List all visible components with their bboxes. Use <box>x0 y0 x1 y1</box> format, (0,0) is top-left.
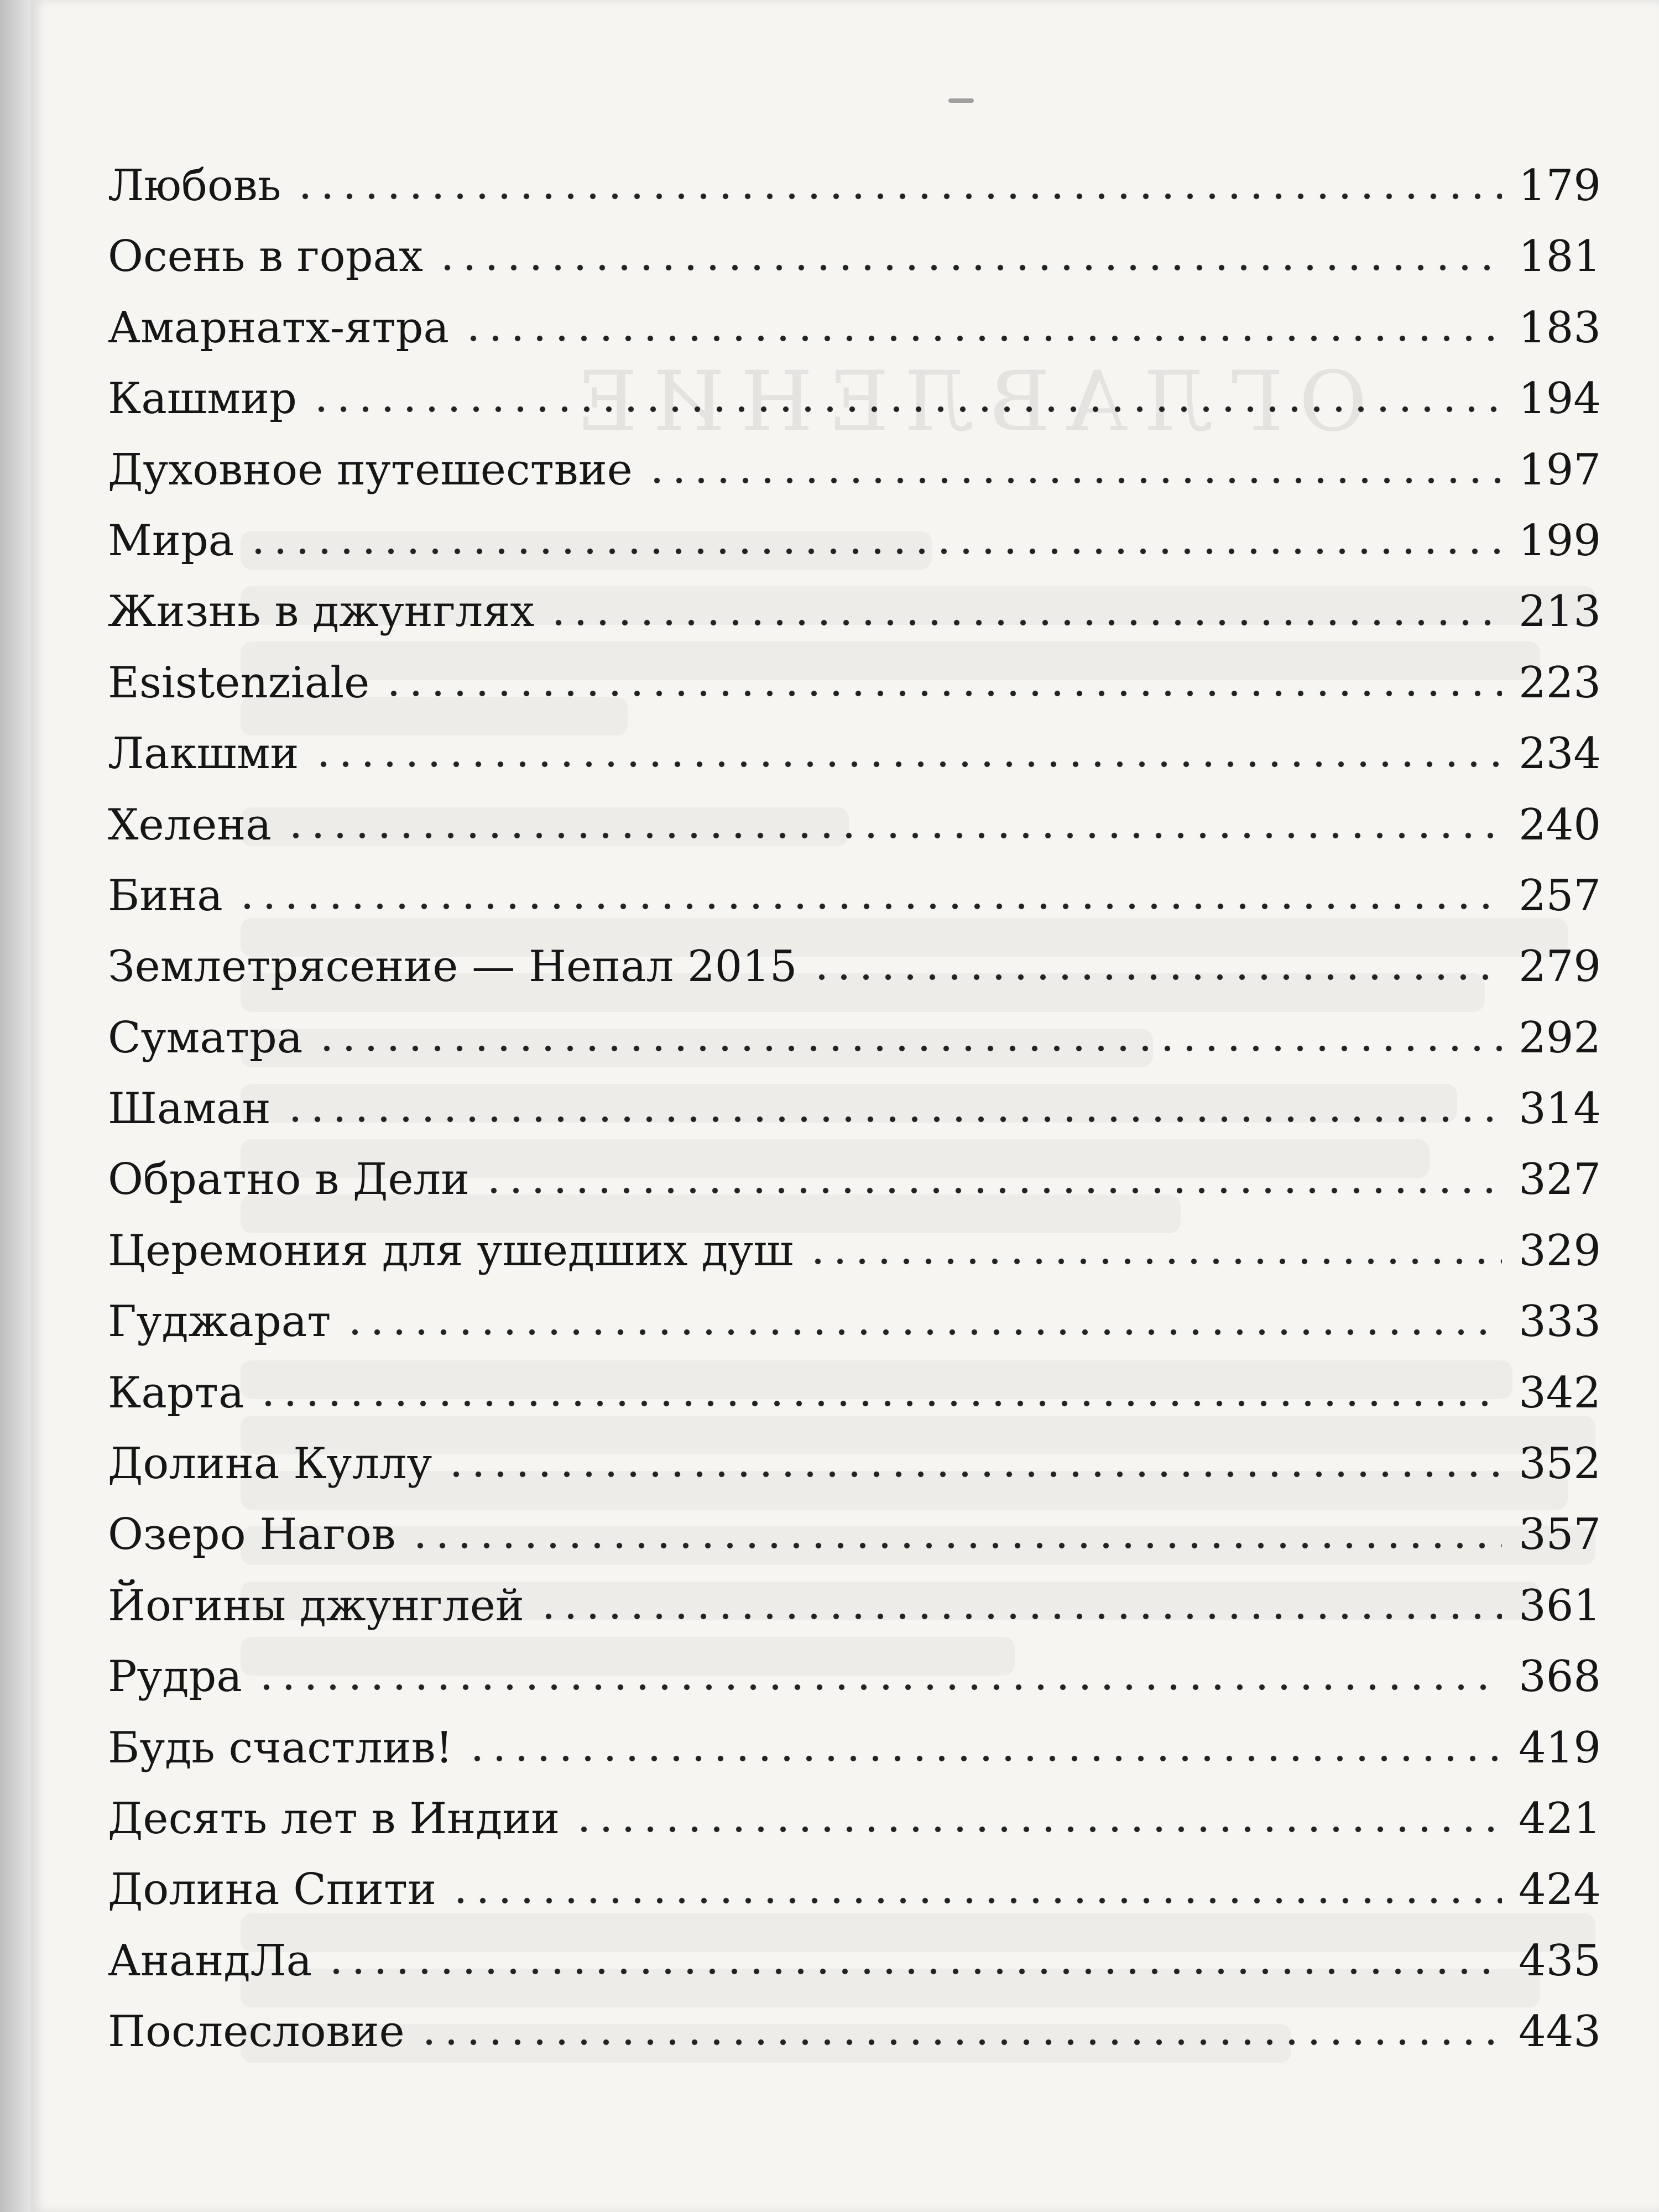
toc-entry-page: 327 <box>1519 1155 1601 1205</box>
toc-entry <box>108 293 1601 363</box>
toc-entry <box>108 1003 1601 1073</box>
toc-entry-title: Озеро Нагов <box>108 1510 396 1560</box>
dot-leader <box>294 192 1502 200</box>
toc-entry-title: Кашмир <box>108 374 297 424</box>
dot-leader <box>807 1258 1502 1265</box>
toc-entry <box>108 648 1601 718</box>
table-of-contents <box>108 150 1601 2068</box>
toc-entry <box>108 1571 1601 1641</box>
toc-entry-title: Обратно в Дели <box>108 1155 470 1205</box>
toc-entry-page: 443 <box>1519 2007 1601 2057</box>
dot-leader <box>247 547 1502 555</box>
toc-entry <box>108 363 1601 434</box>
dot-leader <box>383 690 1502 697</box>
toc-entry-title: Долина Спити <box>108 1865 436 1915</box>
dot-leader <box>538 1613 1502 1620</box>
toc-entry-title: Бина <box>108 870 223 921</box>
toc-entry-page: 361 <box>1519 1580 1601 1631</box>
toc-entry <box>108 1926 1601 1996</box>
dot-leader <box>573 1825 1502 1833</box>
toc-entry-title: Карта <box>108 1368 244 1418</box>
toc-entry <box>108 1499 1601 1570</box>
toc-entry <box>108 1144 1601 1215</box>
toc-entry-page: 257 <box>1519 870 1601 921</box>
toc-entry-title: Хелена <box>108 800 272 850</box>
toc-entry-page: 357 <box>1519 1510 1601 1560</box>
toc-entry-page: 181 <box>1519 232 1601 282</box>
toc-entry <box>108 221 1601 292</box>
toc-entry-title: Церемония для ушедших душ <box>108 1225 794 1276</box>
dot-leader <box>445 1470 1502 1478</box>
toc-entry <box>108 860 1601 931</box>
toc-entry <box>108 1286 1601 1357</box>
toc-entry-page: 197 <box>1519 445 1601 495</box>
dot-leader <box>255 1683 1502 1691</box>
dot-leader <box>547 619 1502 627</box>
toc-entry-page: 179 <box>1519 161 1601 211</box>
toc-entry <box>108 1713 1601 1783</box>
toc-entry-title: Любовь <box>108 161 281 211</box>
toc-entry-title: Долина Куллу <box>108 1439 432 1489</box>
toc-entry-page: 292 <box>1519 1013 1601 1063</box>
toc-entry-title: Жизнь в джунглях <box>108 587 535 637</box>
dot-leader <box>236 902 1502 910</box>
toc-entry-title: Суматра <box>108 1013 303 1063</box>
toc-entry-page: 183 <box>1519 302 1601 353</box>
dot-leader <box>436 264 1502 272</box>
toc-entry <box>108 931 1601 1002</box>
dot-leader <box>257 1400 1502 1407</box>
toc-entry-page: 419 <box>1519 1723 1601 1773</box>
dot-leader <box>344 1328 1502 1336</box>
toc-entry-page: 223 <box>1519 658 1601 708</box>
dot-leader <box>450 1897 1502 1905</box>
toc-entry-title: Шаман <box>108 1084 271 1134</box>
dot-leader <box>811 973 1503 981</box>
dot-leader <box>409 1542 1503 1550</box>
dot-leader <box>316 1045 1502 1052</box>
toc-entry-page: 199 <box>1519 515 1601 566</box>
dot-leader <box>285 832 1502 839</box>
toc-entry <box>108 1783 1601 1854</box>
toc-entry <box>108 150 1601 221</box>
toc-entry-title: Десять лет в Индии <box>108 1793 560 1844</box>
toc-entry-page: 279 <box>1519 942 1601 992</box>
toc-entry-title: Esistenziale <box>108 658 370 708</box>
toc-entry-title: Послесловие <box>108 2007 405 2057</box>
dot-leader <box>284 1115 1502 1123</box>
toc-entry-title: Духовное путешествие <box>108 445 633 495</box>
toc-entry-page: 333 <box>1519 1297 1601 1347</box>
toc-entry <box>108 1073 1601 1144</box>
toc-entry-page: 194 <box>1519 374 1601 424</box>
toc-entry <box>108 790 1601 860</box>
toc-entry-page: 234 <box>1519 729 1601 779</box>
toc-entry-title: Осень в горах <box>108 232 423 282</box>
toc-entry-title: Амарнатх-ятра <box>108 302 449 353</box>
toc-entry <box>108 1641 1601 1712</box>
dot-leader <box>466 1755 1502 1762</box>
toc-entry-title: Йогины джунглей <box>108 1580 524 1631</box>
toc-entry-page: 368 <box>1519 1652 1601 1702</box>
toc-entry-page: 342 <box>1519 1368 1601 1418</box>
dot-leader <box>646 477 1502 484</box>
toc-entry-title: АнандЛа <box>108 1936 312 1986</box>
print-speck <box>948 98 974 103</box>
toc-entry <box>108 1215 1601 1286</box>
toc-entry-title: Будь счастлив! <box>108 1723 453 1773</box>
toc-entry-title: Лакшми <box>108 729 299 779</box>
toc-entry-page: 421 <box>1519 1793 1601 1844</box>
toc-entry-title: Мира <box>108 515 234 566</box>
toc-entry <box>108 1996 1601 2067</box>
toc-entry <box>108 505 1601 576</box>
toc-entry <box>108 1854 1601 1925</box>
dot-leader <box>312 760 1503 768</box>
toc-entry-title: Рудра <box>108 1652 242 1702</box>
toc-entry-page: 329 <box>1519 1225 1601 1276</box>
toc-entry-page: 352 <box>1519 1439 1601 1489</box>
toc-entry-page: 213 <box>1519 587 1601 637</box>
toc-entry <box>108 435 1601 505</box>
dot-leader <box>418 2038 1502 2046</box>
toc-entry-page: 240 <box>1519 800 1601 850</box>
toc-entry <box>108 1428 1601 1499</box>
dot-leader <box>310 405 1502 413</box>
dot-leader <box>462 335 1502 342</box>
dot-leader <box>483 1187 1502 1194</box>
dot-leader <box>325 1968 1502 1975</box>
toc-entry-page: 314 <box>1519 1084 1601 1134</box>
page-left-edge <box>0 0 30 2212</box>
bleed-through-heading: ОГЛАВЛЕНИЕ <box>561 354 1368 450</box>
toc-entry-page: 424 <box>1519 1865 1601 1915</box>
toc-entry <box>108 1358 1601 1428</box>
toc-entry <box>108 718 1601 789</box>
toc-entry <box>108 576 1601 647</box>
toc-entry-title: Гуджарат <box>108 1297 331 1347</box>
book-page <box>30 0 1659 2212</box>
toc-entry-title: Землетрясение — Непал 2015 <box>108 942 797 992</box>
toc-entry-page: 435 <box>1519 1936 1601 1986</box>
